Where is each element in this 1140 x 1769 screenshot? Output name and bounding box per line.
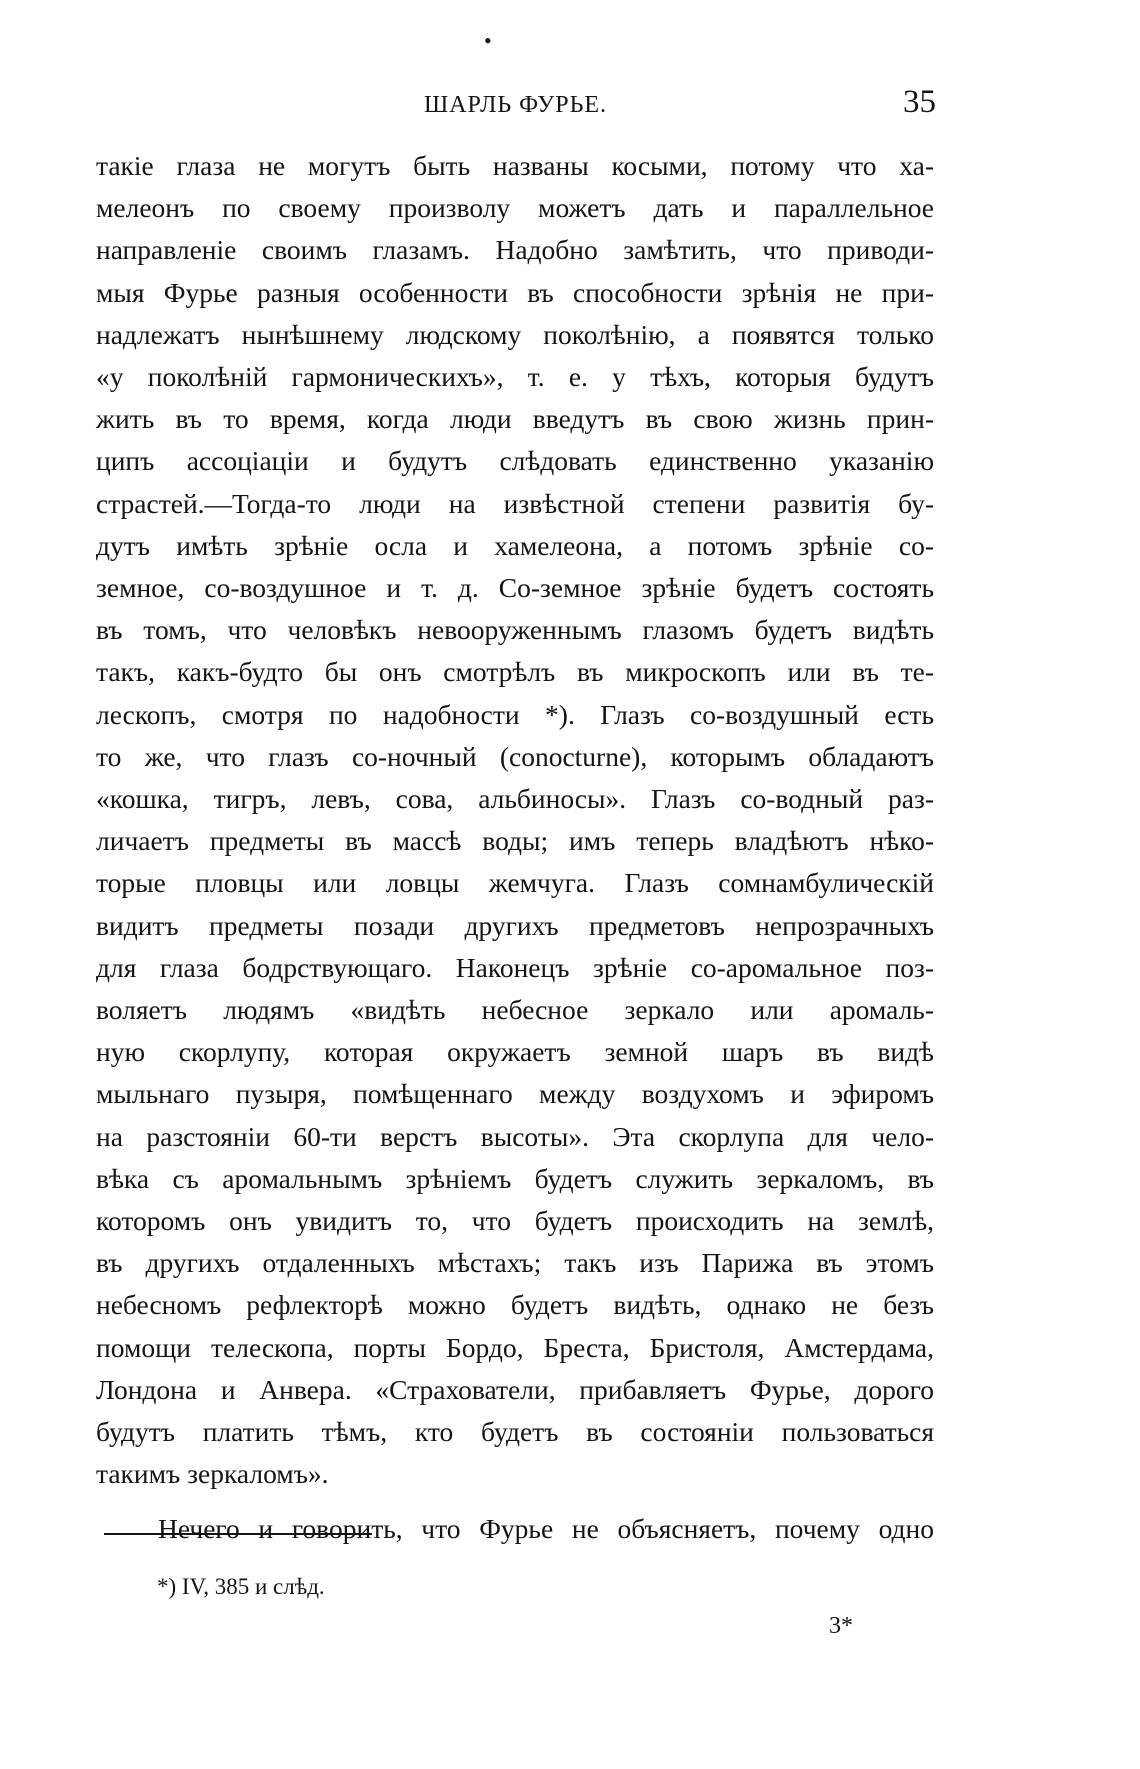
text-line: земное, со-воздушное и т. д. Со-земное зрѣніе будетъ состоять [96, 572, 934, 604]
signature-mark: 3* [829, 1613, 853, 1639]
text-line: мыльнаго пузыря, помѣщеннаго между воздухомъ и эфиромъ [96, 1078, 934, 1110]
text-line: направленіе своимъ глазамъ. Надобно замѣтить, что приводи- [96, 234, 934, 266]
page-number: 35 [903, 84, 936, 120]
paragraph-1 [96, 145, 934, 1496]
text-line: будутъ платить тѣмъ, кто будетъ въ состояніи пользоваться [96, 1416, 934, 1448]
text-line: страстей.—Тогда-то люди на извѣстной степени развитія бу- [96, 487, 934, 519]
text-line: на разстояніи 60-ти верстъ высоты». Эта скорлупа для чело- [96, 1120, 934, 1152]
top-mark: • [484, 28, 492, 53]
footnote-divider [104, 1533, 372, 1535]
text-line: жить въ то время, когда люди введутъ въ свою жизнь прин- [96, 403, 934, 435]
text-line: въ другихъ отдаленныхъ мѣстахъ; такъ изъ Парижа въ этомъ [96, 1247, 934, 1279]
text-line: мыя Фурье разныя особенности въ способности зрѣнія не при- [96, 276, 934, 308]
text-line: личаетъ предметы въ массѣ воды; имъ теперь владѣютъ нѣко- [96, 825, 934, 857]
text-line: мелеонъ по своему произволу можетъ дать и параллельное [96, 192, 934, 224]
text-line: воляетъ людямъ «видѣть небесное зеркало или аромаль- [96, 994, 934, 1026]
text-line: Нечего и говорить, что Фурье не объясняетъ, почему одно [158, 1512, 934, 1544]
text-line: торые пловцы или ловцы жемчуга. Глазъ сомнамбулическій [96, 867, 934, 899]
text-line: которомъ онъ увидитъ то, что будетъ происходить на землѣ, [96, 1205, 934, 1237]
text-line: для глаза бодрствующаго. Наконецъ зрѣніе со-аромальное поз- [96, 951, 934, 983]
text-line: небесномъ рефлекторѣ можно будетъ видѣть, однако не безъ [96, 1289, 934, 1321]
text-line: такъ, какъ-будто бы онъ смотрѣлъ въ микроскопъ или въ те- [96, 656, 934, 688]
text-line: то же, что глазъ со-ночный (conocturne), которымъ обладаютъ [96, 740, 934, 772]
text-line: ципъ ассоціаціи и будутъ слѣдовать единственно указанію [96, 445, 934, 477]
text-line: «у поколѣній гармоническихъ», т. е. у тѣхъ, которыя будутъ [96, 361, 934, 393]
text-line: дутъ имѣть зрѣніе осла и хамелеона, а потомъ зрѣніе со- [96, 529, 934, 561]
text-line: видитъ предметы позади другихъ предметовъ непрозрачныхъ [96, 909, 934, 941]
text-line: помощи телескопа, порты Бордо, Бреста, Бристоля, Амстердама, [96, 1331, 934, 1363]
text-line: «кошка, тигръ, левъ, сова, альбиносы». Глазъ со-водный раз- [96, 783, 934, 815]
footnote: *) IV, 385 и слѣд. [157, 1574, 325, 1599]
body-text [96, 145, 934, 1550]
paragraph-2 [96, 1508, 934, 1550]
running-head: ШАРЛЬ ФУРЬЕ. [424, 92, 608, 118]
text-line: ную скорлупу, которая окружаетъ земной шаръ въ видѣ [96, 1036, 934, 1068]
text-line: такимъ зеркаломъ». [96, 1458, 329, 1490]
text-line: въ томъ, что человѣкъ невооруженнымъ глазомъ будетъ видѣть [96, 614, 934, 646]
text-line: надлежатъ нынѣшнему людскому поколѣнію, а появятся только [96, 318, 934, 350]
text-line: такіе глаза не могутъ быть названы косыми, потому что ха- [96, 150, 934, 181]
text-line: Лондона и Анвера. «Страхователи, прибавляетъ Фурье, дорого [96, 1373, 934, 1405]
text-line: вѣка съ аромальнымъ зрѣніемъ будетъ служить зеркаломъ, въ [96, 1162, 934, 1194]
text-line: лескопъ, смотря по надобности *). Глазъ со-воздушный есть [96, 698, 934, 730]
